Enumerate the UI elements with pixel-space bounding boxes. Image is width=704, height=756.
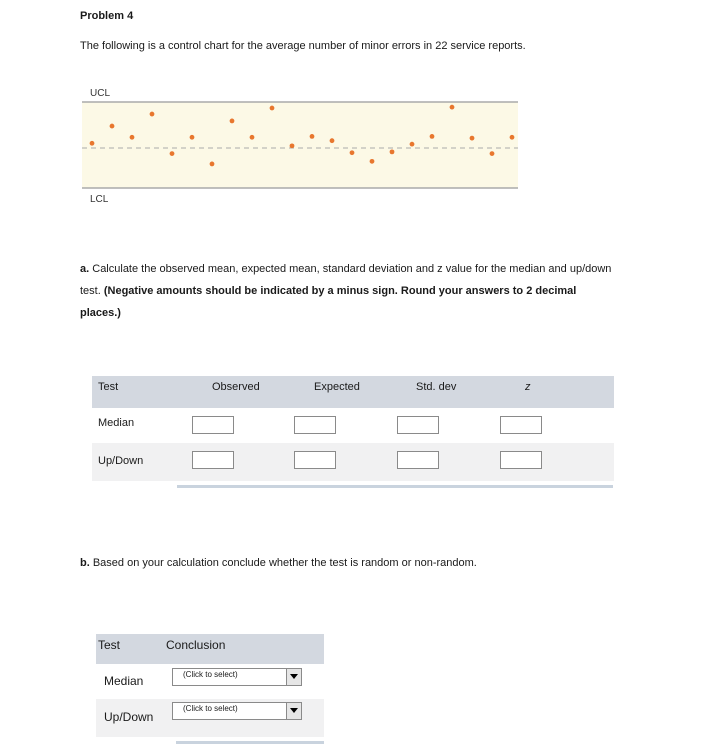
part-a-label: a. [80,263,90,275]
data-point-1 [90,141,95,146]
part-a-question [80,258,620,324]
table-row [96,699,324,737]
table-row [92,443,614,481]
data-point-21 [490,151,495,156]
row-label-updown: Up/Down [98,455,144,467]
chevron-down-icon [290,674,298,679]
data-point-20 [470,136,475,141]
ucl-label: UCL [90,88,111,99]
data-point-10 [270,106,275,111]
median-conclusion-select[interactable] [172,668,302,686]
row-label-median: Median [104,674,144,688]
row-label-updown: Up/Down [104,710,154,724]
part-b-text: Based on your calculation conclude whether the test is random or non-random. [92,557,477,569]
table-a [92,376,614,481]
table-row [96,664,324,699]
header-test: Test [98,381,119,393]
data-point-2 [110,124,115,129]
table-row [92,408,614,443]
data-point-22 [510,135,515,140]
data-point-14 [350,150,355,155]
data-point-7 [210,162,215,167]
table-b [96,634,324,737]
median-z-input[interactable] [500,416,542,434]
median-expected-input[interactable] [294,416,336,434]
updown-conclusion-select[interactable] [172,702,302,720]
header-observed: Observed [212,381,260,393]
chart-band [82,102,518,188]
problem-intro: The following is a control chart for the average number of minor errors in 22 service reports. [80,40,526,52]
table-a-header [92,376,614,408]
header-std-dev: Std. dev [416,381,457,393]
median-conclusion-value: (Click to select) [183,670,238,679]
data-point-5 [170,151,175,156]
chevron-down-icon [290,708,298,713]
updown-std-dev-input[interactable] [397,451,439,469]
part-a-text: Calculate the observed mean, expected mean, standard deviation and z value for the median and up/down test. [80,263,612,297]
row-label-median: Median [98,417,135,429]
control-chart [82,82,522,212]
data-point-16 [390,149,395,154]
part-b-question [80,557,477,569]
data-point-11 [290,143,295,148]
dropdown-button[interactable] [286,703,301,719]
header-expected: Expected [314,381,360,393]
data-point-19 [450,105,455,110]
median-std-dev-input[interactable] [397,416,439,434]
header-z: z [525,381,531,393]
updown-conclusion-value: (Click to select) [183,704,238,713]
dropdown-button[interactable] [286,669,301,685]
table-b-header [96,634,324,664]
data-point-13 [330,138,335,143]
part-b-label: b. [80,557,90,569]
data-point-18 [430,134,435,139]
data-point-4 [150,112,155,117]
updown-z-input[interactable] [500,451,542,469]
updown-observed-input[interactable] [192,451,234,469]
header-test: Test [98,638,121,652]
table-a-bottom-border [177,485,613,488]
header-conclusion: Conclusion [166,638,226,652]
lcl-label: LCL [90,194,109,205]
part-a-note: (Negative amounts should be indicated by a minus sign. Round your answers to 2 decimal places.) [80,285,577,319]
data-point-17 [410,142,415,147]
data-point-3 [130,135,135,140]
data-point-15 [370,159,375,164]
data-point-12 [310,134,315,139]
problem-title: Problem 4 [80,10,134,22]
updown-expected-input[interactable] [294,451,336,469]
table-b-bottom-border [176,741,324,744]
data-point-8 [230,119,235,124]
data-point-6 [190,135,195,140]
data-point-9 [250,135,255,140]
median-observed-input[interactable] [192,416,234,434]
